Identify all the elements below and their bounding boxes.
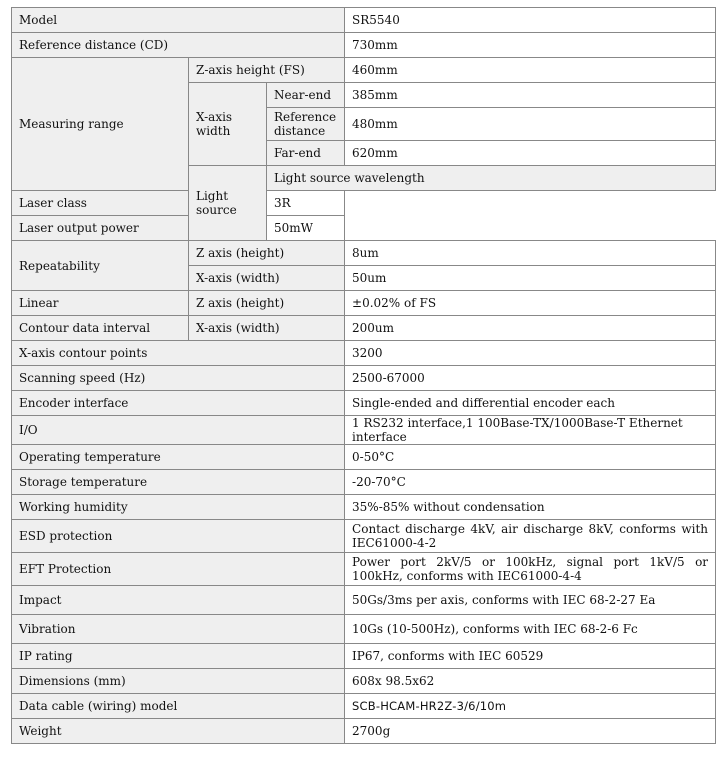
spec-value: IP67, conforms with IEC 60529 xyxy=(345,644,716,669)
spec-value: SR5540 xyxy=(345,8,716,33)
spec-label: X-axis contour points xyxy=(12,341,345,366)
spec-label: Linear xyxy=(12,291,189,316)
spec-value: 3R xyxy=(267,191,345,216)
spec-value: -20-70°C xyxy=(345,470,716,495)
table-row xyxy=(12,33,716,58)
spec-label: Model xyxy=(12,8,345,33)
table-row xyxy=(12,694,716,719)
table-row xyxy=(12,191,716,216)
spec-label: Weight xyxy=(12,719,345,744)
spec-label: Operating temperature xyxy=(12,445,345,470)
table-row xyxy=(12,8,716,33)
spec-sublabel: Far-end xyxy=(267,141,345,166)
spec-value: ±0.02% of FS xyxy=(345,291,716,316)
spec-sublabel: Light source wavelength xyxy=(267,166,716,191)
spec-sublabel: X-axis (width) xyxy=(189,316,345,341)
spec-label: Dimensions (mm) xyxy=(12,669,345,694)
spec-value: 50um xyxy=(345,266,716,291)
spec-value: 35%-85% without condensation xyxy=(345,495,716,520)
spec-value: 730mm xyxy=(345,33,716,58)
spec-group-label: Repeatability xyxy=(12,241,189,291)
spec-sublabel: Laser output power xyxy=(12,216,267,241)
table-row xyxy=(12,416,716,445)
spec-value: SCB-HCAM-HR2Z-3/6/10m xyxy=(345,694,716,719)
spec-value: 50Gs/3ms per axis, conforms with IEC 68-2-27 Ea xyxy=(345,586,716,615)
spec-sublabel: X-axis width xyxy=(189,83,267,166)
table-row xyxy=(12,586,716,615)
spec-value: Power port 2kV/5 or 100kHz, signal port 1kV/5 or 100kHz, conforms with IEC61000-4-4 xyxy=(345,553,716,586)
spec-value: 3200 xyxy=(345,341,716,366)
table-row xyxy=(12,391,716,416)
spec-value: 460mm xyxy=(345,58,716,83)
spec-value: 2700g xyxy=(345,719,716,744)
spec-value: 608x 98.5x62 xyxy=(345,669,716,694)
spec-sublabel: Z-axis height (FS) xyxy=(189,58,345,83)
spec-label: Vibration xyxy=(12,615,345,644)
spec-label: Data cable (wiring) model xyxy=(12,694,345,719)
table-row xyxy=(12,470,716,495)
spec-value: 480mm xyxy=(345,108,716,141)
table-row xyxy=(12,341,716,366)
spec-label: IP rating xyxy=(12,644,345,669)
spec-value: 1 RS232 interface,1 100Base-TX/1000Base-T Ethernet interface xyxy=(345,416,716,445)
spec-value: 10Gs (10-500Hz), conforms with IEC 68-2-6 Fc xyxy=(345,615,716,644)
spec-value: 50mW xyxy=(267,216,345,241)
spec-label: Contour data interval xyxy=(12,316,189,341)
spec-label: ESD protection xyxy=(12,520,345,553)
table-row xyxy=(12,495,716,520)
table-row xyxy=(12,316,716,341)
spec-value: 0-50°C xyxy=(345,445,716,470)
table-row xyxy=(12,241,716,266)
spec-value: 8um xyxy=(345,241,716,266)
table-row xyxy=(12,58,716,83)
spec-group-label: Light source xyxy=(189,166,267,241)
spec-value: 620mm xyxy=(345,141,716,166)
table-row xyxy=(12,216,716,241)
spec-sublabel: Z axis (height) xyxy=(189,291,345,316)
spec-value: 2500-67000 xyxy=(345,366,716,391)
spec-value: 200um xyxy=(345,316,716,341)
spec-sublabel: Reference distance xyxy=(267,108,345,141)
table-row xyxy=(12,291,716,316)
spec-sublabel: X-axis (width) xyxy=(189,266,345,291)
spec-label: Working humidity xyxy=(12,495,345,520)
spec-label: Storage temperature xyxy=(12,470,345,495)
spec-value: Single-ended and differential encoder each xyxy=(345,391,716,416)
spec-value: Contact discharge 4kV, air discharge 8kV, conforms with IEC61000-4-2 xyxy=(345,520,716,553)
spec-group-label: Measuring range xyxy=(12,58,189,191)
table-row xyxy=(12,445,716,470)
spec-label: Scanning speed (Hz) xyxy=(12,366,345,391)
table-row xyxy=(12,669,716,694)
spec-label: Impact xyxy=(12,586,345,615)
spec-sublabel: Laser class xyxy=(12,191,267,216)
spec-label: Reference distance (CD) xyxy=(12,33,345,58)
spec-value: 385mm xyxy=(345,83,716,108)
specification-table xyxy=(11,7,716,744)
spec-sublabel: Near-end xyxy=(267,83,345,108)
spec-label: I/O xyxy=(12,416,345,445)
table-row xyxy=(12,366,716,391)
table-row xyxy=(12,553,716,586)
table-row xyxy=(12,719,716,744)
spec-label: EFT Protection xyxy=(12,553,345,586)
spec-sublabel: Z axis (height) xyxy=(189,241,345,266)
spec-label: Encoder interface xyxy=(12,391,345,416)
table-row xyxy=(12,615,716,644)
table-row xyxy=(12,520,716,553)
table-row xyxy=(12,644,716,669)
